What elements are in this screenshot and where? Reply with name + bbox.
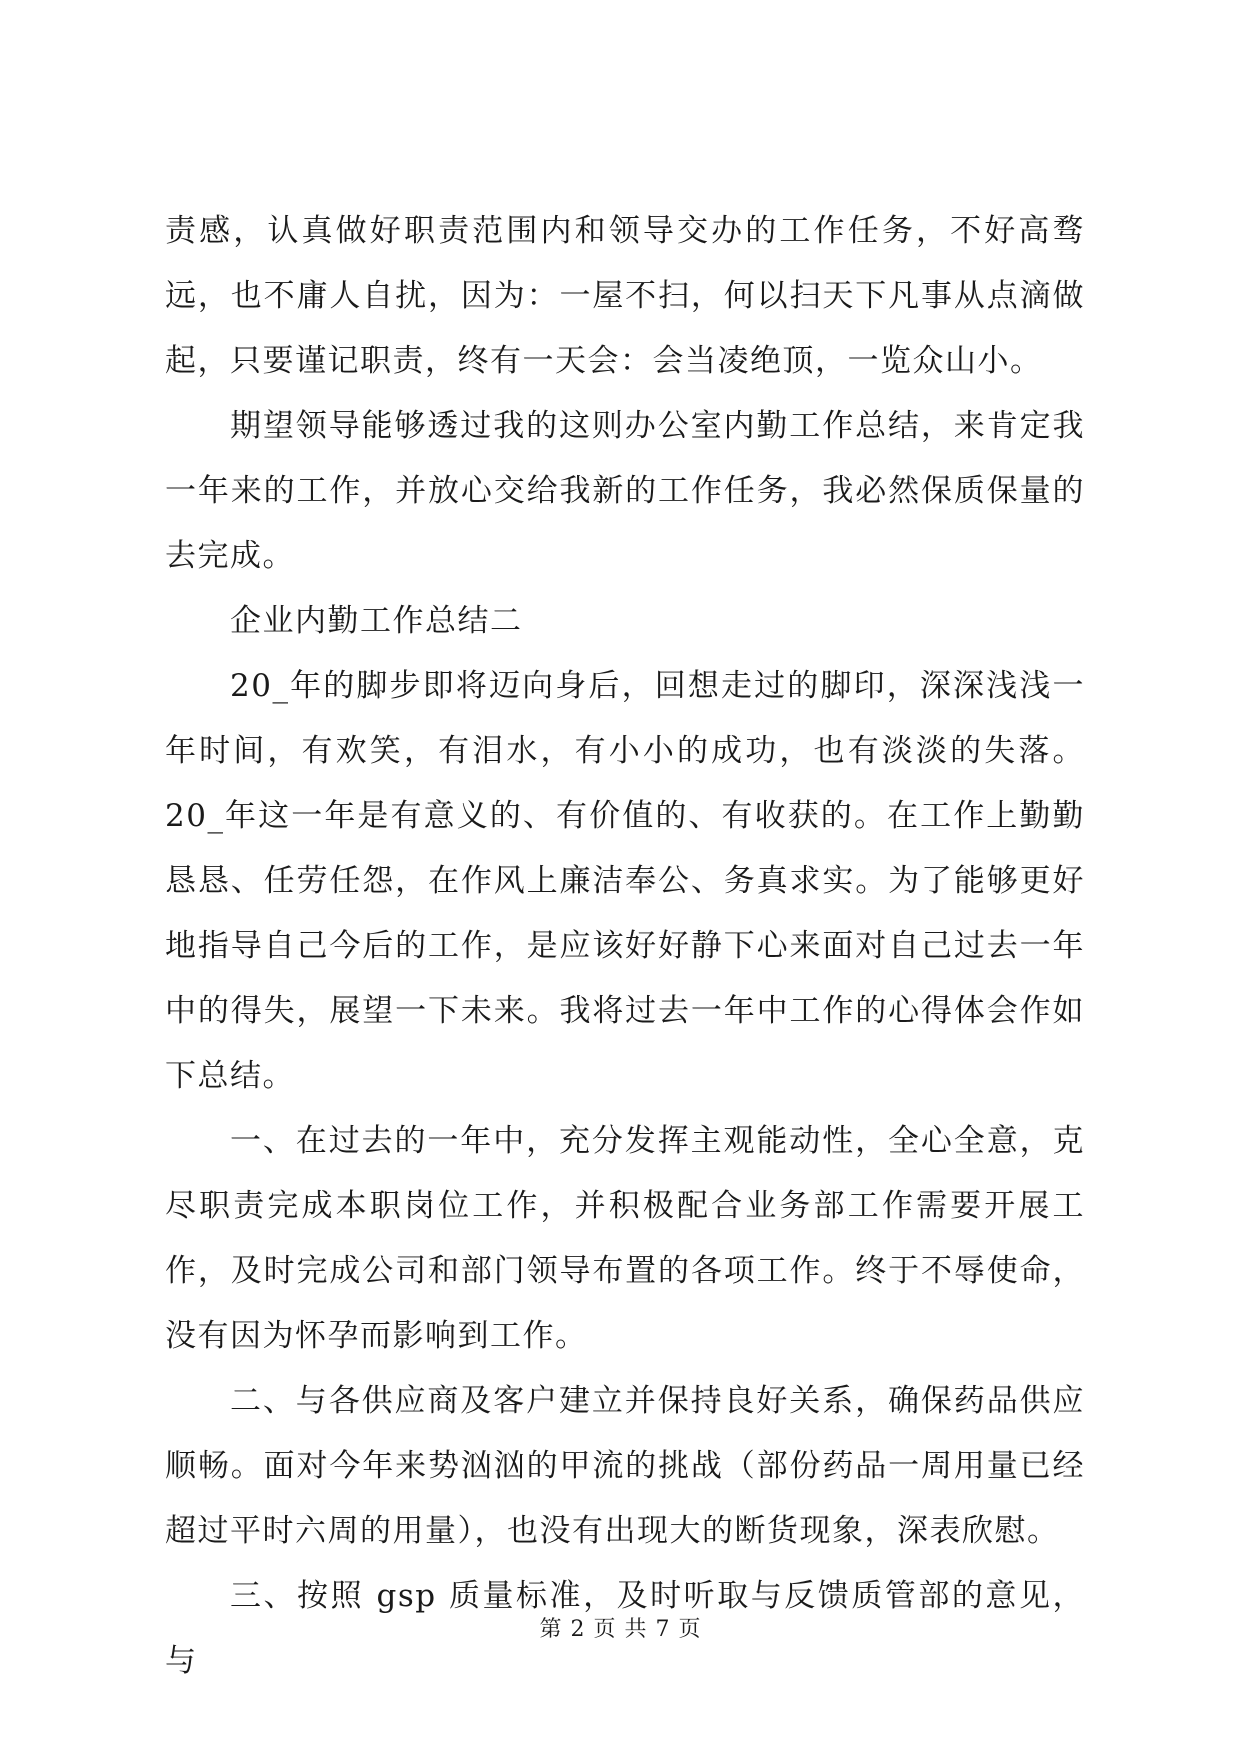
paragraph-hope: 期望领导能够透过我的这则办公室内勤工作总结，来肯定我一年来的工作，并放心交给我新的工作任务，我必然保质保量的去完成。 (165, 408, 1085, 574)
page-footer: 第 2 页 共 7 页 (539, 1617, 702, 1642)
section-heading: 企业内勤工作总结二 (230, 603, 523, 639)
document-body (165, 199, 1085, 1694)
paragraph-point-3: 三、按照 gsp 质量标准，及时听取与反馈质管部的意见，与 (165, 1578, 1085, 1679)
paragraph-point-1: 一、在过去的一年中，充分发挥主观能动性，全心全意，克尽职责完成本职岗位工作，并积极配合业务部工作需要开展工作，及时完成公司和部门领导布置的各项工作。终于不辱使命，没有因为怀孕而影响到工作。 (165, 1123, 1085, 1354)
paragraph-intro: 20_年的脚步即将迈向身后，回想走过的脚印，深深浅浅一年时间，有欢笑，有泪水，有小小的成功，也有淡淡的失落。20_年这一年是有意义的、有价值的、有收获的。在工作上勤勤恳恳、任劳任怨，在作风上廉洁奉公、务真求实。为了能够更好地指导自己今后的工作，是应该好好静下心来面对自己过去一年中的得失，展望一下未来。我将过去一年中工作的心得体会作如下总结。 (165, 668, 1085, 1094)
paragraph-point-2: 二、与各供应商及客户建立并保持良好关系，确保药品供应顺畅。面对今年来势汹汹的甲流的挑战（部份药品一周用量已经超过平时六周的用量），也没有出现大的断货现象，深表欣慰。 (165, 1383, 1085, 1549)
paragraph-continuation: 责感，认真做好职责范围内和领导交办的工作任务，不好高骛远，也不庸人自扰，因为：一屋不扫，何以扫天下凡事从点滴做起，只要谨记职责，终有一天会：会当凌绝顶，一览众山小。 (165, 213, 1085, 379)
